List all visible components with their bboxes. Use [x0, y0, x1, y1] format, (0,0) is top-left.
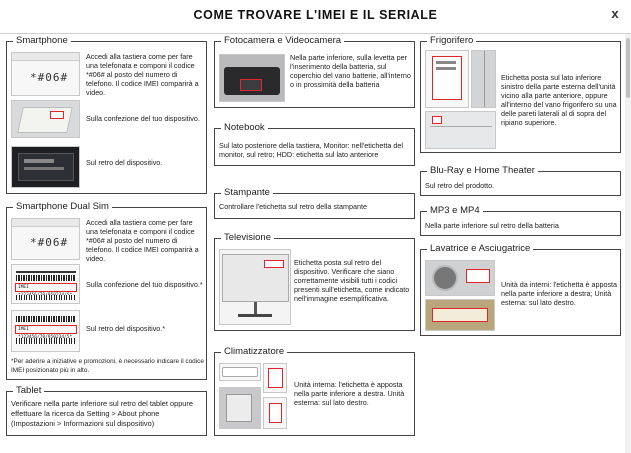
tablet-text: Verificare nella parte inferiore sul retro del tablet oppure effettuare la ricerca da Setting > About phone (Impostazioni > Informazioni sul dispositivo) [11, 399, 193, 428]
ac-title: Climatizzatore [221, 345, 287, 358]
washer-title: Lavatrice e Asciugatrice [427, 242, 533, 255]
ac-label-image [263, 363, 287, 393]
notebook-section [214, 122, 415, 166]
dialog-header [0, 0, 631, 34]
dual-sim-back-text: Sul retro del dispositivo.* [86, 324, 166, 333]
phone-box-image [11, 100, 80, 138]
ac-outdoor-image [219, 387, 261, 429]
mp3-section [420, 205, 621, 236]
dialog-title: COME TROVARE L'IMEI E IL SERIALE [193, 8, 438, 22]
fridge-title: Frigorifero [427, 34, 476, 47]
fridge-section [420, 35, 621, 153]
dual-sim-title: Smartphone Dual Sim [13, 200, 112, 213]
camera-text: Nella parte inferiore, sulla levetta per l'inserimento della batteria, sul coperchio del vano batterie, all'interno o in prossimità della batteria [290, 53, 411, 89]
tv-title: Televisione [221, 231, 274, 244]
dual-sim-dialer-text: Accedi alla tastiera come per fare una telefonata e componi il codice *#06# al posto del numero di telefono. Il codice IMEI comparirà a video. [86, 218, 199, 263]
mp3-title: MP3 e MP4 [427, 204, 483, 217]
bluray-title: Blu-Ray e Home Theater [427, 164, 538, 177]
phone-dialer-image [11, 52, 80, 96]
tablet-title: Tablet [13, 384, 44, 397]
washer-image [425, 260, 495, 296]
ac-section [214, 346, 415, 436]
washer-section [420, 243, 621, 336]
notebook-text: Sul lato posteriore della tastiera, Monitor: nell'etichetta del monitor, sul retro; HDD: etichetta sul lato anteriore [219, 141, 403, 159]
printer-section [214, 187, 415, 219]
dialer-code-text: *#06# [30, 71, 69, 84]
tv-image [219, 249, 291, 325]
smartphone-back-text: Sul retro del dispositivo. [86, 158, 163, 167]
mp3-text: Nella parte inferiore sul retro della batteria [425, 221, 559, 230]
printer-text: Controllare l'etichetta sul retro della stampante [219, 202, 367, 211]
tv-section [214, 232, 415, 331]
washer-label-image [425, 299, 495, 331]
scrollbar-thumb[interactable] [626, 38, 630, 98]
smartphone-section [6, 35, 207, 194]
fridge-label-image [425, 50, 469, 108]
notebook-title: Notebook [221, 121, 268, 134]
ac-outdoor-label-image [263, 397, 287, 429]
fridge-image [471, 50, 496, 108]
bluray-text: Sul retro del prodotto. [425, 181, 495, 190]
camera-image [219, 54, 285, 102]
washer-text: Unità da interni: l'etichetta è apposta nella parte inferiore a destra; Unità esterna: sul lato destro. [501, 280, 618, 307]
close-button[interactable]: x [611, 6, 619, 21]
dual-sim-section [6, 201, 207, 380]
dual-sim-code-text: *#06# [30, 236, 69, 249]
dual-sim-box-image [11, 264, 80, 304]
dual-sim-footnote: *Per aderire a iniziative e promozioni, è necessario indicare il codice IMEI posizionato più in alto. [11, 358, 204, 374]
ac-text: Unità interna: l'etichetta è apposta nella parte inferiore a destra. Unità esterna: sul lato destro. [294, 380, 405, 407]
tv-text: Etichetta posta sul retro del dispositivo. Verificare che siano correttamente visibili tutti i codici presenti sull'etichetta, come indicato nell'immagine esemplificativa. [294, 258, 410, 303]
dual-sim-dialer-image [11, 218, 80, 260]
ac-indoor-image [219, 363, 261, 381]
smartphone-dialer-text: Accedi alla tastiera come per fare una telefonata e componi il codice *#06# al posto del numero di telefono. Il codice IMEI comparirà a video. [86, 52, 199, 97]
smartphone-box-text: Sulla confezione del tuo dispositivo. [86, 114, 200, 123]
dual-sim-box-text: Sulla confezione del tuo dispositivo.* [86, 280, 203, 289]
phone-back-image [11, 146, 80, 188]
scrollbar[interactable] [625, 34, 631, 453]
bluray-section [420, 165, 621, 196]
fridge-text: Etichetta posta sul lato inferiore sinistro della parte esterna dell'unità vicino alla parte anteriore, oppure all'interno del vano frigorifero su una delle pareti laterali al di sopra del ripiano superiore. [501, 73, 617, 127]
camera-section [214, 35, 415, 108]
smartphone-title: Smartphone [13, 34, 71, 47]
dual-sim-back-image [11, 310, 80, 352]
dual-sim-imei-label-1: IMEI [15, 283, 77, 292]
tablet-section [6, 385, 207, 436]
fridge-interior-image [425, 111, 496, 149]
printer-title: Stampante [221, 186, 273, 199]
camera-title: Fotocamera e Videocamera [221, 34, 344, 47]
dual-sim-imei-label-2: IMEI [15, 325, 77, 334]
